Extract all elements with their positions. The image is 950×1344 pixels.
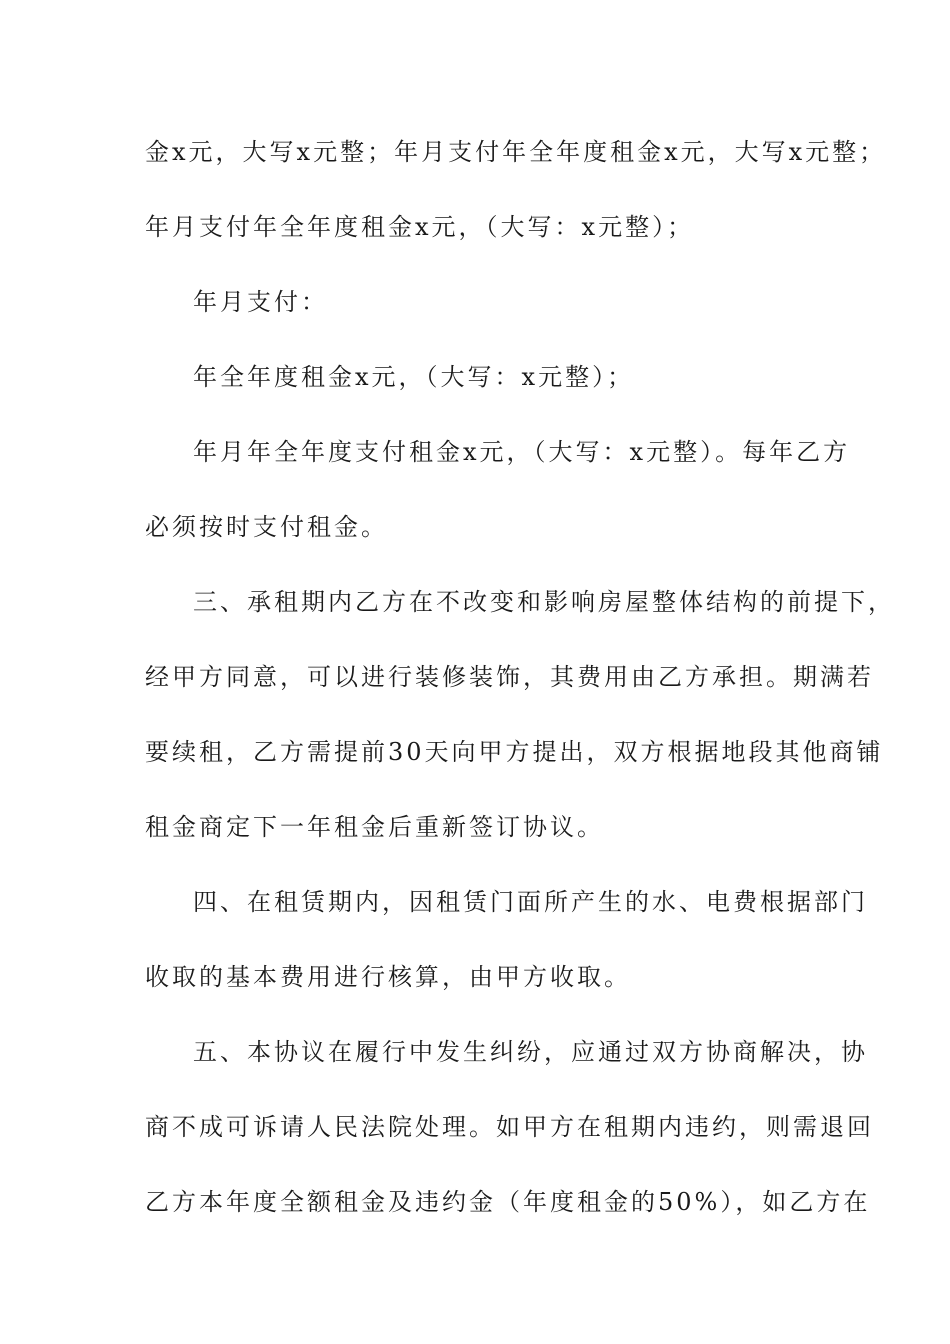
text-line-12: 收取的基本费用进行核算，由甲方收取。 bbox=[145, 963, 631, 991]
text-line-5: 年月年全年度支付租金x元，（大写：x元整）。每年乙方 bbox=[193, 438, 851, 466]
text-line-7: 三、承租期内乙方在不改变和影响房屋整体结构的前提下， bbox=[193, 588, 895, 616]
text-line-2: 年月支付年全年度租金x元，（大写：x元整）； bbox=[145, 213, 695, 241]
text-line-3: 年月支付： bbox=[193, 288, 328, 316]
text-line-13: 五、本协议在履行中发生纠纷，应通过双方协商解决，协 bbox=[193, 1038, 868, 1066]
text-line-14: 商不成可诉请人民法院处理。如甲方在租期内违约，则需退回 bbox=[145, 1113, 874, 1141]
text-line-1: 金x元，大写x元整；年月支付年全年度租金x元，大写x元整； bbox=[145, 138, 887, 166]
text-line-10: 租金商定下一年租金后重新签订协议。 bbox=[145, 813, 604, 841]
text-line-4: 年全年度租金x元，（大写：x元整）； bbox=[193, 363, 635, 391]
text-line-8: 经甲方同意，可以进行装修装饰，其费用由乙方承担。期满若 bbox=[145, 663, 874, 691]
text-line-15: 乙方本年度全额租金及违约金（年度租金的50%），如乙方在 bbox=[145, 1188, 871, 1216]
text-line-11: 四、在租赁期内，因租赁门面所产生的水、电费根据部门 bbox=[193, 888, 868, 916]
text-line-9: 要续租，乙方需提前30天向甲方提出，双方根据地段其他商铺 bbox=[145, 738, 884, 766]
text-line-6: 必须按时支付租金。 bbox=[145, 513, 388, 541]
